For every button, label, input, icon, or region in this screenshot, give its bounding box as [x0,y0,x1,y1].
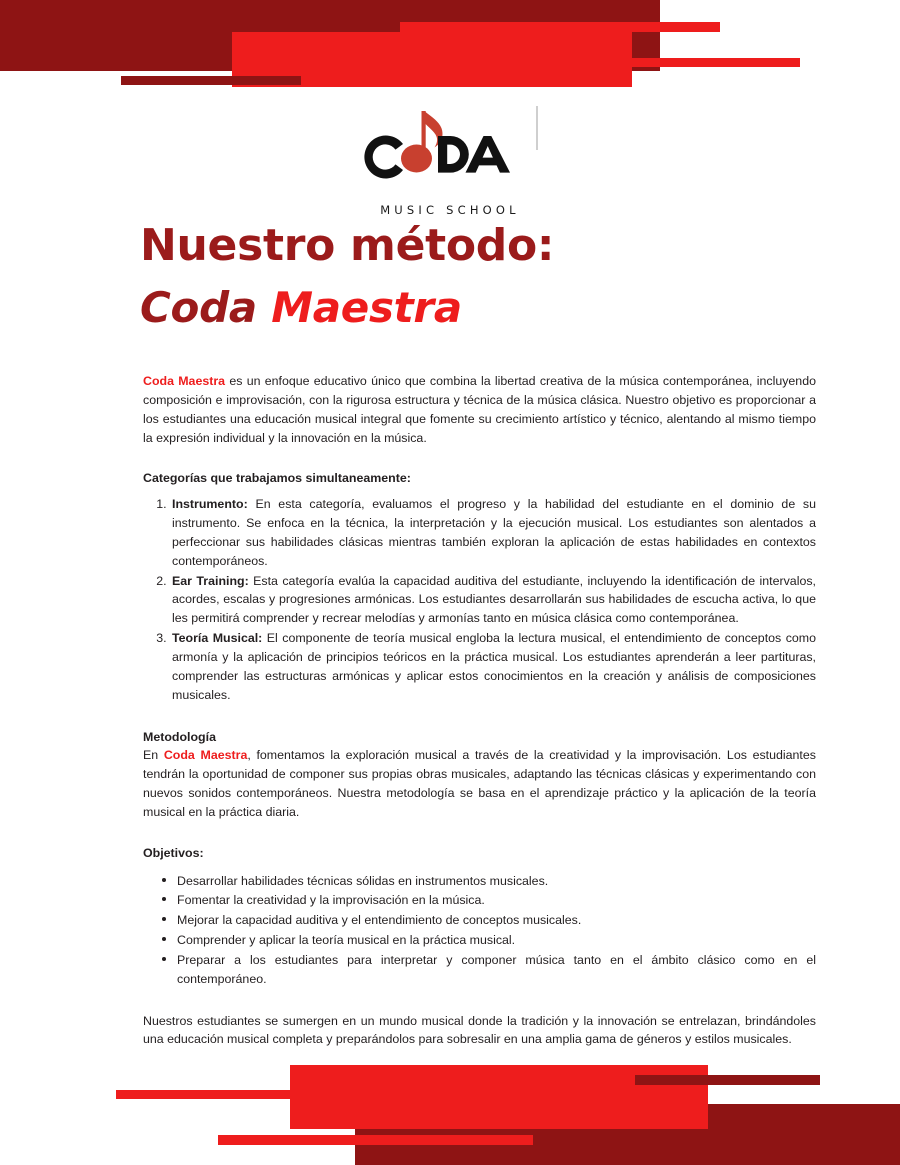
brand-coda-maestra: Coda Maestra [163,748,248,763]
category-term: Instrumento [172,497,244,512]
categories-heading: Categorías que trabajamos simultaneamente: [143,471,411,486]
intro-text: es un enfoque educativo único que combina la libertad creativa de la música contemporánea, incluyendo composición e improvisación, con la rigurosa estructura y técnica de la música clásica. Nuestro objetivo es proporcionar a los estudiantes una educación musical integral que fomente su crecimiento artístico y técnico, alentando al mismo tiempo la expresión individual y la innovación en la música. [143,374,816,445]
bullet-icon [162,957,166,961]
brand-coda-maestra: Coda Maestra [143,374,226,388]
footer-bar-dark-thin-top [635,1075,820,1085]
intro-paragraph [143,372,816,447]
header-bar-bright-thin-top [400,22,720,32]
list-item [177,891,816,910]
page-subtitle [140,284,820,333]
footer-decoration [0,1060,900,1165]
header-decoration [0,0,900,95]
logo-divider [536,106,538,150]
footer-bar-bright-thin-left [116,1090,336,1099]
subtitle-coda: Coda [140,282,272,332]
objective-text: Desarrollar habilidades técnicas sólidas en instrumentos musicales. [177,873,549,888]
bullet-icon [162,897,166,901]
closing-paragraph: Nuestros estudiantes se sumergen en un mundo musical donde la tradición y la innovación se entrelazan, brindándoles una educación musical completa y preparándolos para sobresalir en una amplia gama de géneros y estilos musicales. [143,1013,816,1047]
objective-text: Fomentar la creatividad y la improvisación en la música. [177,893,485,908]
header-bar-dark-thin [121,76,301,85]
list-item [177,951,816,989]
list-item [170,495,816,570]
subtitle-maestra: Maestra [271,282,462,332]
objectives-heading: Objetivos: [143,845,204,860]
bullet-icon [162,917,166,921]
objectives-list [143,872,816,989]
logo [0,102,900,222]
document-body [143,372,816,1049]
list-item [177,911,816,930]
methodology-heading: Metodología [143,729,216,744]
categories-list [143,495,816,704]
category-term: Ear Training: [172,573,249,588]
bullet-icon [162,878,166,882]
title-zone [140,222,820,332]
coda-wordmark-icon [350,102,550,202]
list-item [177,872,816,891]
category-text: El componente de teoría musical engloba la lectura musical, el entendimiento de conceptos como armonía y la aplicación de principios teóricos en la práctica musical. Los estudiantes aprenderán a leer partituras, comprender las estructuras armónicas y aplicar estos conocimientos en la creación y análisis de composiciones musicales. [172,631,816,702]
category-sep: : [243,497,248,512]
header-bar-bright-thin-right [600,58,800,67]
list-item [170,629,816,704]
logo-subtext: MUSIC SCHOOL [380,203,520,217]
category-text: En esta categoría, evaluamos el progreso y la habilidad del estudiante en el dominio de su instrumento. Se enfoca en la técnica, la interpretación y la ejecución musical. Los estudiantes son alentados a perfeccionar sus habilidades clásicas mientras también exploran la aplicación de estas habilidades en contextos contemporáneos. [172,497,816,568]
objective-text: Mejorar la capacidad auditiva y el entendimiento de conceptos musicales. [177,913,582,928]
objective-text: Preparar a los estudiantes para interpretar y componer música tanto en el ámbito clásico como en el contemporáneo. [177,952,816,986]
methodology-prefix: En [143,748,164,763]
footer-bar-bright-thin-bottom [218,1135,533,1145]
list-item [170,572,816,629]
logo-mark [350,102,550,222]
list-item [177,931,816,950]
methodology-text: , fomentamos la exploración musical a través de la creatividad y la improvisación. Los estudiantes tendrán la oportunidad de componer sus propias obras musicales, adaptando las técnicas clásicas y experimentando con nuevos sonidos contemporáneos. Nuestra metodología se basa en el aprendizaje práctico y la aplicación de la teoría musical en la práctica diaria. [143,748,816,819]
methodology-paragraph [143,746,816,821]
category-text: Esta categoría evalúa la capacidad auditiva del estudiante, incluyendo la identificación de intervalos, acordes, escalas y progresiones armónicas. Los estudiantes desarrollarán sus habilidades de escucha activa, lo que les permitirá comprender y recrear melodías y armonías tanto en música clásica como contemporánea. [172,573,816,626]
page-title: Nuestro método: [140,220,555,271]
objective-text: Comprender y aplicar la teoría musical en la práctica musical. [177,933,516,948]
category-term: Teoría Musical: [172,631,263,646]
bullet-icon [162,937,166,941]
